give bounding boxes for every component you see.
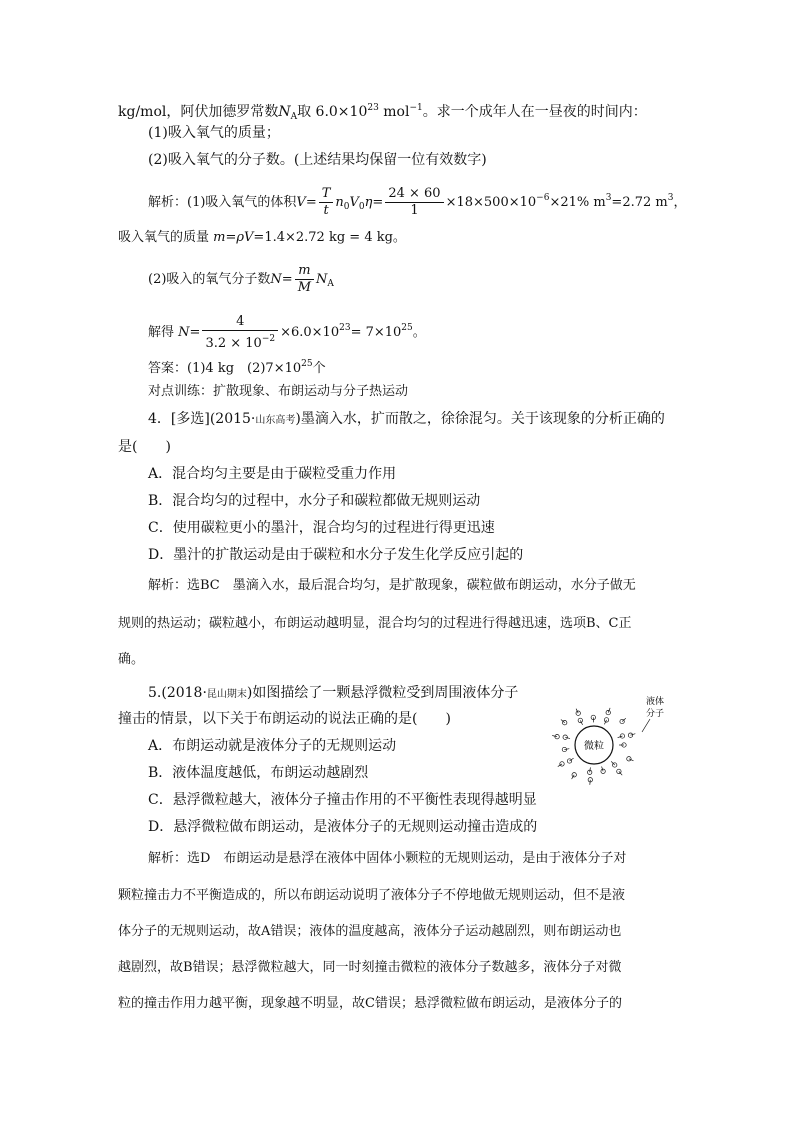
q5-solution-line-1: 解析：选D 布朗运动是悬浮在液体中固体小颗粒的无规则运动，是由于液体分子对 [148,851,627,866]
section-heading: 对点训练：扩散现象、布朗运动与分子热运动 [148,384,409,399]
molecule-dot [620,734,624,738]
q5-option-b: B．液体温度越低，布朗运动越剧烈 [148,765,369,781]
molecule-label-line-2: 分子 [646,709,665,719]
q5-solution-line-4: 越剧烈，故B错误；悬浮微粒越大，同一时刻撞击微粒的液体分子数越多，液体分子对微 [118,960,622,975]
q4-solution-line-2: 规则的热运动；碳粒越小，布朗运动越明显，混合均匀的过程进行得越迅速，选项B、C正 [118,616,632,631]
molecule-dot [628,733,632,737]
q5-stem-line-2: 撞击的情景，以下关于布朗运动的说法正确的是( ) [118,711,451,727]
q4-option-d: D．墨汁的扩散运动是由于碳粒和水分子发生化学反应引起的 [148,547,524,563]
q3-part-1: (1)吸入氧气的质量； [148,125,280,141]
q3-solution-mass: 吸入氧气的质量 m=ρV=1.4×2.72 kg = 4 kg。 [118,230,406,245]
q3-answer: 答案：(1)4 kg $(2)7\times 10^{25}$个 [148,359,326,376]
q3-solution-number-result: 解得 N= $\frac{4}{3.2 \times 10^{-2}}$ $\times 6.0\times 10^{23}= 7\times 10^{25}$。 [148,313,426,351]
q5-solution-line-5: 粒的撞击作用力越平衡，现象越不明显，故C错误；悬浮微粒做布朗运动，是液体分子的 [118,996,622,1011]
particle-label: 微粒 [584,741,604,752]
brownian-motion-diagram [546,690,681,788]
q4-stem-line-1: 4．[多选](2015·山东高考)墨滴入水，扩而散之，徐徐混匀。关于该现象的分析正确的 [148,411,665,427]
q4-option-a: A．混合均匀主要是由于碳粒受重力作用 [148,466,397,482]
q3-solution-number-formula: (2)吸入的氧气分子数N= $\frac{m}{M}$ $N_A$ [148,263,334,295]
q4-option-c: C．使用碳粒更小的墨汁，混合均匀的过程进行得更迅速 [148,520,495,536]
q4-option-b: B．混合均匀的过程中，水分子和碳粒都做无规则运动 [148,493,481,509]
q5-option-a: A．布朗运动就是液体分子的无规则运动 [148,738,397,754]
molecule-label-leader [642,719,650,732]
q3-given-line: kg/mol，阿伏加德罗常数$N_A$取 $6.0\times 10^{23}$ mol$^{-1}$。求一个成年人在一昼夜的时间内： [118,103,647,122]
q5-solution-line-3: 体分子的无规则运动，故A错误；液体的温度越高，液体分子运动越剧烈，则布朗运动也 [118,924,622,939]
q4-solution-line-1: 解析：选BC 墨滴入水，最后混合均匀，是扩散现象，碳粒做布朗运动，水分子做无 [148,578,636,593]
q4-solution-line-3: 确。 [118,652,145,667]
q5-solution-line-2: 颗粒撞击力不平衡造成的，所以布朗运动说明了液体分子不停地做无规则运动，但不是液 [118,888,626,903]
q5-stem-line-1: 5.(2018·昆山期末)如图描绘了一颗悬浮微粒受到周围液体分子 [148,685,519,701]
q3-solution-volume: 解析：(1)吸入氧气的体积V= $\frac{T}{t}$ $n_0V_0\eta=$ $\frac{24 \times 60}{1}$ $\times 18\times 500\times 10^{-6}\times 21\%$ $m^3=2.72$ $m^3$， [148,186,687,218]
q5-option-d: D．悬浮微粒做布朗运动，是液体分子的无规则运动撞击造成的 [148,819,538,835]
q5-option-c: C．悬浮微粒越大，液体分子撞击作用的不平衡性表现得越明显 [148,792,537,808]
brownian-motion-figure [546,690,681,788]
molecule-dot [576,711,580,715]
molecule-dot [572,773,576,777]
molecule-label-line-1: 液体 [646,697,665,707]
q3-part-2: (2)吸入氧气的分子数。(上述结果均保留一位有效数字) [148,152,487,168]
q4-stem-line-2: 是( ) [118,439,171,455]
molecule-arrow [590,780,591,785]
